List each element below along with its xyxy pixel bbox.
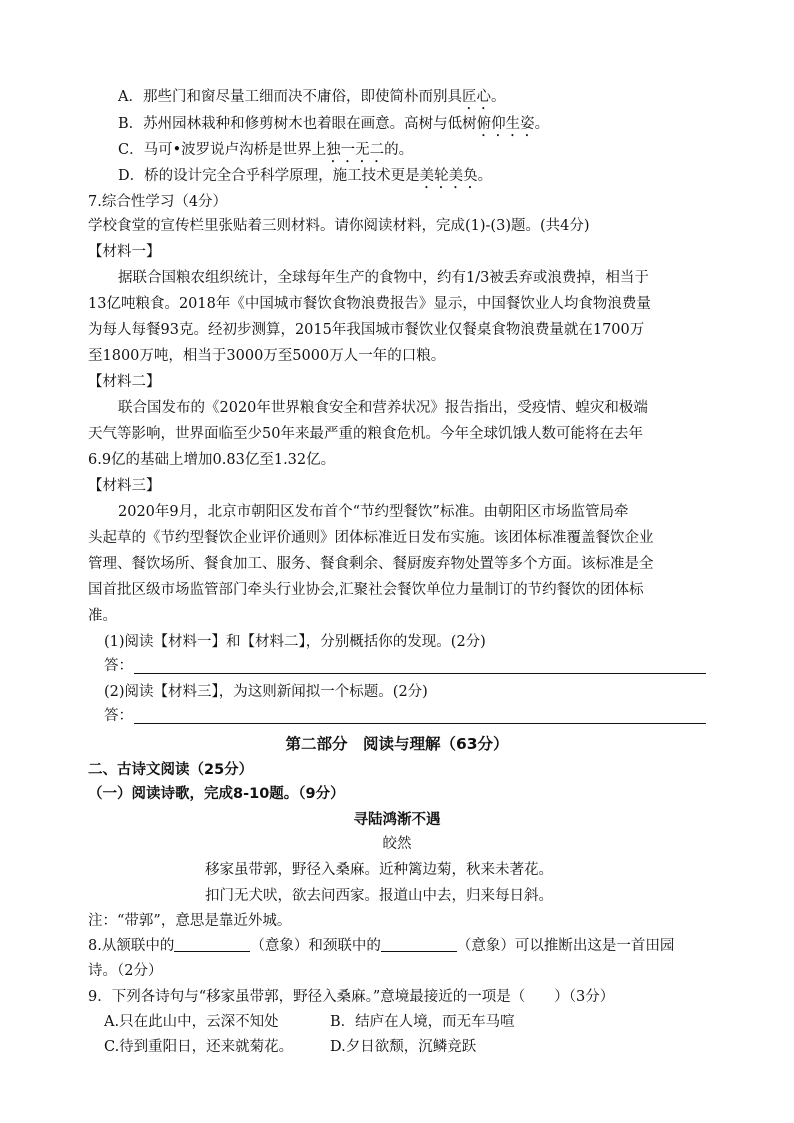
answer-label: 答： — [104, 658, 133, 674]
answer-line-1[interactable] — [134, 673, 706, 674]
poem-line: 移家虽带郭，野径入桑麻。近种篱边菊，秋来未著花。 — [205, 862, 553, 878]
q7-sub2: (2)阅读【材料三】，为这则新闻拟一个标题。(2分) — [104, 684, 428, 700]
option-c: C．马可•波罗说卢沟桥是世界上独一无二的。 — [118, 142, 414, 158]
answer-label: 答： — [104, 708, 133, 724]
poem-note: 注：“带郭”，意思是靠近外城。 — [88, 913, 292, 929]
q8-stem: 8.从颔联中的 （意象）和颈联中的 （意象）可以推断出这是一首田园 — [88, 938, 675, 954]
option-a: A．那些门和窗尽量工细而决不庸俗，即使简朴而别具匠心。 — [118, 89, 506, 105]
poem-line: 扣门无犬吠，欲去问西家。报道山中去，归来每日斜。 — [205, 888, 553, 904]
q7-sub1: (1)阅读【材料一】和【材料二】，分别概括你的发现。(2分) — [104, 634, 486, 650]
material-3-line: 头起草的《节约型餐饮企业评价通则》团体标准近日发布实施。该团体标准覆盖餐饮企业 — [88, 530, 654, 546]
option-d: D．桥的设计完全合乎科学原理，施工技术更是美轮美奂。 — [118, 168, 493, 184]
material-2-label: 【材料二】 — [88, 374, 161, 390]
sub-section-1-title: （一）阅读诗歌，完成8-10题。（9分） — [88, 786, 345, 802]
q7-intro: 学校食堂的宣传栏里张贴着三则材料。请你阅读材料，完成(1)-(3)题。(共4分) — [88, 218, 590, 234]
q9-option-d: D.夕日欲颓，沉鳞竞跃 — [330, 1039, 477, 1055]
blank-imagery-1[interactable] — [174, 937, 250, 952]
poem-author: 皎然 — [382, 836, 412, 852]
q7-title: 7.综合性学习（4分） — [88, 194, 228, 210]
answer-line-2[interactable] — [134, 723, 706, 724]
q9-option-b: B．结庐在人境，而无车马喧 — [330, 1014, 515, 1030]
option-b: B．苏州园林栽种和修剪树木也着眼在画意。高树与低树俯仰生姿。 — [118, 116, 550, 132]
part-2-title: 第二部分 阅读与理解（63分） — [285, 735, 509, 753]
q9-stem: 9．下列各诗句与“移家虽带郭，野径入桑麻。”意境最接近的一项是（ ）（3分） — [88, 989, 615, 1005]
blank-imagery-2[interactable] — [381, 937, 457, 952]
material-1-line: 为每人每餐93克。经初步测算，2015年我国城市餐饮业仅餐桌食物浪费量就在1700万 — [88, 322, 645, 338]
material-1-line: 据联合国粮农组织统计，全球每年生产的食物中，约有1/3被丢弃或浪费掉，相当于 — [118, 270, 649, 286]
material-2-line: 6.9亿的基础上增加0.83亿至1.32亿。 — [88, 452, 336, 468]
material-3-label: 【材料三】 — [88, 478, 161, 494]
material-1-label: 【材料一】 — [88, 244, 161, 260]
material-1-line: 至1800万吨，相当于3000万至5000万人一年的口粮。 — [88, 348, 446, 364]
material-1-line: 13亿吨粮食。2018年《中国城市餐饮食物浪费报告》显示，中国餐饮业人均食物浪费量 — [88, 296, 651, 312]
q8-line2: 诗。（2分） — [88, 963, 163, 979]
material-3-line: 准。 — [88, 608, 117, 624]
poem-title: 寻陆鸿渐不遇 — [353, 812, 441, 828]
q9-option-c: C.待到重阳日，还来就菊花。 — [104, 1039, 294, 1055]
material-3-line: 国首批区级市场监管部门牵头行业协会,汇聚社会餐饮单位力量制订的节约餐饮的团体标 — [88, 582, 644, 598]
material-2-line: 联合国发布的《2020年世界粮食安全和营养状况》报告指出，受疫情、蝗灾和极端 — [118, 400, 648, 416]
q9-option-a: A.只在此山中，云深不知处 — [104, 1014, 279, 1030]
material-2-line: 天气等影响，世界面临至少50年来最严重的粮食危机。今年全球饥饿人数可能将在去年 — [88, 426, 643, 442]
material-3-line: 管理、餐饮场所、餐食加工、服务、餐食剩余、餐厨废弃物处置等多个方面。该标准是全 — [88, 556, 654, 572]
material-3-line: 2020年9月，北京市朝阳区发布首个“节约型餐饮”标准。由朝阳区市场监管局牵 — [118, 504, 629, 520]
section-2-title: 二、古诗文阅读（25分） — [88, 762, 254, 778]
